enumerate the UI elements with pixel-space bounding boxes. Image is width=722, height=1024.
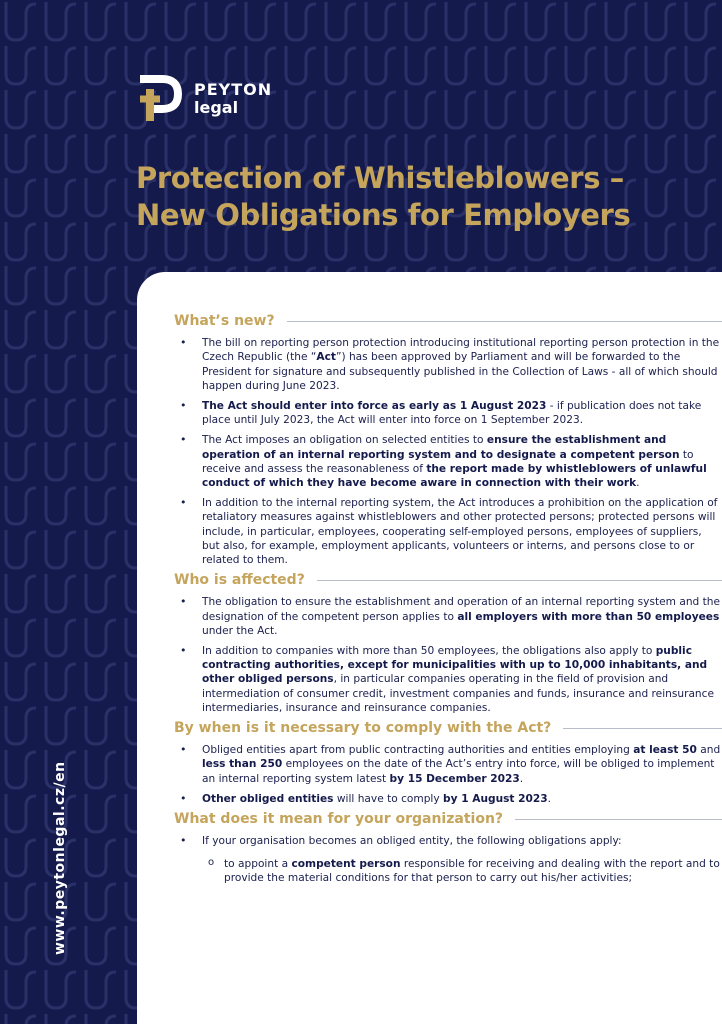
text-run: - if publication does not take place until July 2023, the Act will enter into force on 1 September 2023. [202, 400, 702, 427]
text-run: The Act imposes an obligation on selected entities to [202, 434, 487, 447]
bold-text: Other obliged entities [202, 792, 334, 805]
bullet-item [174, 644, 722, 715]
bold-text: the report made by whistleblowers of unlawful conduct of which they have become aware in connection with their work [202, 462, 707, 490]
bullet-item [174, 743, 722, 786]
brand-logo [136, 75, 272, 123]
bullet-list [174, 595, 722, 715]
bullet-item [174, 336, 722, 393]
text-run: . [547, 792, 552, 805]
title-line-1: Protection of Whistleblowers – [136, 161, 624, 195]
text-run: The obligation to ensure the establishment and operation of an internal reporting system and the designation of the competent person applies to [202, 596, 721, 623]
section-divider [287, 321, 722, 322]
section-divider [515, 819, 722, 820]
bold-text: competent person [291, 857, 401, 870]
text-run: responsible for receiving and dealing with the report and to provide the material conditions for that person to carry out his/her activities; [224, 857, 720, 884]
brand-name: PEYTON [194, 80, 273, 99]
section-heading: What does it mean for your organization? [174, 811, 504, 828]
bold-text: by 15 December 2023 [389, 772, 520, 785]
section-header [174, 573, 722, 587]
section-divider [563, 728, 722, 729]
section-heading: Who is affected? [174, 572, 305, 589]
website-url[interactable]: www.peytonlegal.cz/en [52, 761, 68, 955]
text-run: If your organisation becomes an obliged entity, the following obligations apply: [202, 835, 622, 848]
section-divider [317, 580, 722, 581]
bullet-list [174, 743, 722, 806]
bold-text: The Act should enter into force as early as 1 August 2023 [202, 400, 547, 413]
content-card [137, 272, 722, 1024]
text-run: ”) has been approved by Parliament and will be forwarded to the President for signature and subsequently published in the Collection of Laws - all of which should happen during June 2023. [202, 351, 718, 392]
text-run: . [636, 477, 640, 490]
text-run: and [696, 744, 721, 757]
peyton-logo-icon [136, 75, 184, 123]
bullet-item [174, 595, 722, 638]
text-run: . [519, 772, 524, 785]
bold-text: public contracting authorities, except for municipalities with up to 10,000 inhabitants, and other obliged persons [202, 645, 708, 686]
bullet-item [174, 399, 722, 427]
section-header [174, 314, 722, 328]
bullet-item [174, 433, 722, 490]
bullet-list [174, 834, 722, 885]
text-run: In addition to companies with more than 50 employees, the obligations also apply to [202, 645, 656, 658]
bold-text: at least 50 [633, 744, 697, 757]
bold-text: all employers with more than 50 employees [457, 610, 720, 623]
section-heading: What’s new? [174, 313, 275, 329]
text-run: The bill on reporting person protection introducing institutional reporting person protection in the Czech Republic (the “ [202, 337, 720, 364]
sub-bullet-item [202, 857, 722, 885]
bullet-item [174, 834, 722, 885]
bold-text: by 1 August 2023 [443, 792, 548, 805]
text-run: under the Act. [202, 624, 278, 637]
text-run: Obliged entities apart from public contracting authorities and entities employing [202, 744, 634, 757]
bold-text: ensure the establishment and operation of an internal reporting system and to designate a competent person [202, 434, 680, 461]
text-run: , in particular companies operating in the field of provision and intermediation of consumer credit, investment companies and funds, insurance and reinsurance intermediaries, insurance and reinsurance companies. [202, 673, 714, 714]
title-line-2: New Obligations for Employers [136, 198, 631, 232]
text-run: to appoint a [224, 857, 292, 870]
bullet-list [174, 336, 722, 567]
text-run: employees on the date of the Act’s entry into force, will be obliged to implement an internal reporting system latest [202, 758, 715, 785]
bold-text: Act [316, 351, 336, 364]
sub-bullet-list [202, 857, 722, 885]
content-body [174, 314, 722, 891]
section-heading: By when is it necessary to comply with the Act? [174, 720, 552, 737]
page-title [136, 160, 706, 234]
bullet-item [174, 496, 722, 567]
section-header [174, 812, 722, 826]
section-header [174, 721, 722, 735]
bullet-item [174, 792, 722, 806]
text-run: In addition to the internal reporting system, the Act introduces a prohibition on the application of retaliatory measures against whistleblowers and other protected persons; protected persons will include, in particular, employees, cooperating self-employed persons, employees of suppliers, but also, for example, employment applicants, volunteers or interns, and persons close to or related to them. [202, 497, 718, 567]
bold-text: less than 250 [202, 758, 283, 771]
text-run: will have to comply [333, 792, 444, 805]
brand-subname: legal [194, 98, 239, 117]
text-run: to receive and assess the reasonableness of [202, 448, 694, 475]
